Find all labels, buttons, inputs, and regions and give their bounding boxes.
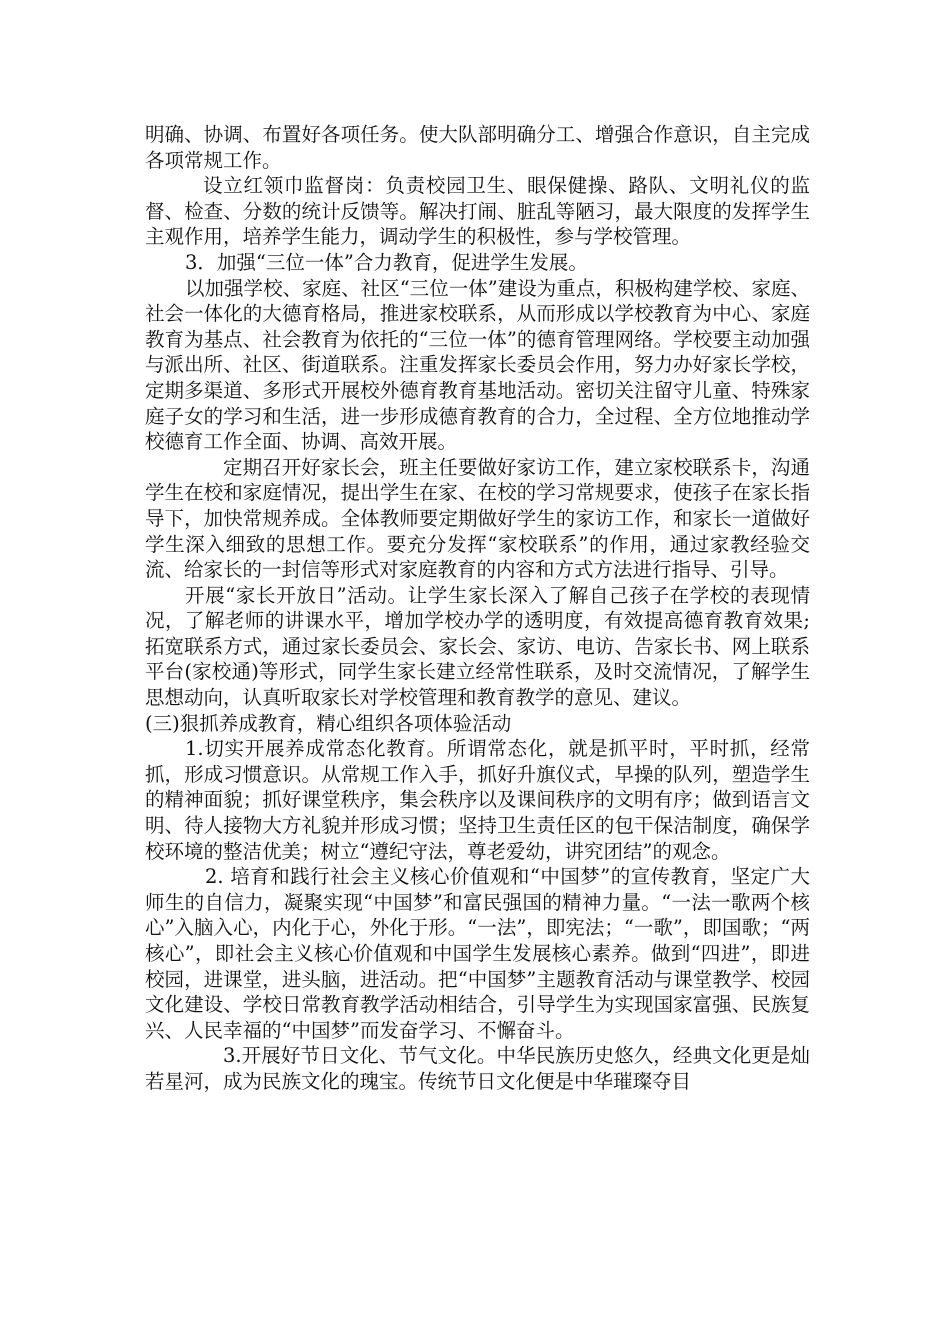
paragraph-habit-normalization: 1.切实开展养成常态化教育。所谓常态化，就是抓平时，平时抓，经常抓，形成习惯意识。从常规工作入手，抓好升旗仪式，早操的队列，塑造学生的精神面貌；抓好课堂秩序，集会秩序以及课间秩序的文明有序；做到语言文明、待人接物大方礼貌并形成习惯；坚持卫生责任区的包干保洁制度，确保学校环境的整洁优美；树立“遵纪守法，尊老爱幼，讲究团结”的观念。 — [145, 737, 810, 863]
paragraph-parent-open-day: 开展“家长开放日”活动。让学生家长深入了解自己孩子在学校的表现情况，了解老师的讲课水平，增加学校办学的透明度，有效提高德育教育效果;拓宽联系方式，通过家长委员会、家长会、家访、电访、告家长书、网上联系平台(家校通)等形式，同学生家长建立经常性联系，及时交流情况，了解学生思想动向，认真听取家长对学校管理和教育教学的意见、建议。 — [145, 583, 810, 710]
paragraph-continued-task: 明确、协调、布置好各项任务。使大队部明确分工、增强合作意识，自主完成各项常规工作。 — [145, 123, 810, 172]
paragraph-parent-meetings: 定期召开好家长会，班主任要做好家访工作，建立家校联系卡，沟通学生在校和家庭情况，提出学生在家、在校的学习常规要求，使孩子在家长指导下，加快常规养成。全体教师要定期做好学生的家访工作，和家长一道做好学生深入细致的思想工作。要充分发挥“家校联系”的作用，通过家教经验交流、给家长的一封信等形式对家庭教育的内容和方式方法进行指导、引导。 — [145, 455, 810, 582]
paragraph-three-in-one-network: 以加强学校、家庭、社区“三位一体”建设为重点，积极构建学校、家庭、社会一体化的大德育格局，推进家校联系，从而形成以学校教育为中心、家庭教育为基点、社会教育为依托的“三位一体”的德育管理网络。学校要主动加强与派出所、社区、街道联系。注重发挥家长委员会作用，努力办好家长学校，定期多渠道、多形式开展校外德育教育基地活动。密切关注留守儿童、特殊家庭子女的学习和生活，进一步形成德育教育的合力，全过程、全方位地推动学校德育工作全面、协调、高效开展。 — [145, 276, 810, 454]
section-heading-habit-education: (三)狠抓养成教育，精心组织各项体验活动 — [145, 711, 512, 735]
document-body — [145, 122, 810, 1095]
paragraph-heading-three-in-one: 3．加强“三位一体”合力教育，促进学生发展。 — [185, 250, 588, 274]
paragraph-core-values-china-dream: 2. 培育和践行社会主义核心价值观和“中国梦”的宣传教育，坚定广大师生的自信力，凝聚实现“中国梦”和富民强国的精神力量。“一法一歌两个核心”入脑入心，内化于心，外化于形。“一法”，即宪法；“一歌”，即国歌；“两核心”，即社会主义核心价值观和中国学生发展核心素养。做到“四进”，即进校园，进课堂，进头脑，进活动。把“中国梦”主题教育活动与课堂教学、校园文化建设、学校日常教育教学活动相结合，引导学生为实现国家富强、民族复兴、人民幸福的“中国梦”而发奋学习、不懈奋斗。 — [145, 865, 810, 1042]
paragraph-festival-culture: 3.开展好节日文化、节气文化。中华民族历史悠久，经典文化更是灿若星河，成为民族文化的瑰宝。传统节日文化便是中华璀璨夺目 — [145, 1044, 810, 1093]
paragraph-red-scarf-supervision: 设立红领巾监督岗：负责校园卫生、眼保健操、路队、文明礼仪的监督、检查、分数的统计反馈等。解决打闹、脏乱等陋习，最大限度的发挥学生主观作用，培养学生能力，调动学生的积极性，参与学校管理。 — [145, 174, 810, 249]
